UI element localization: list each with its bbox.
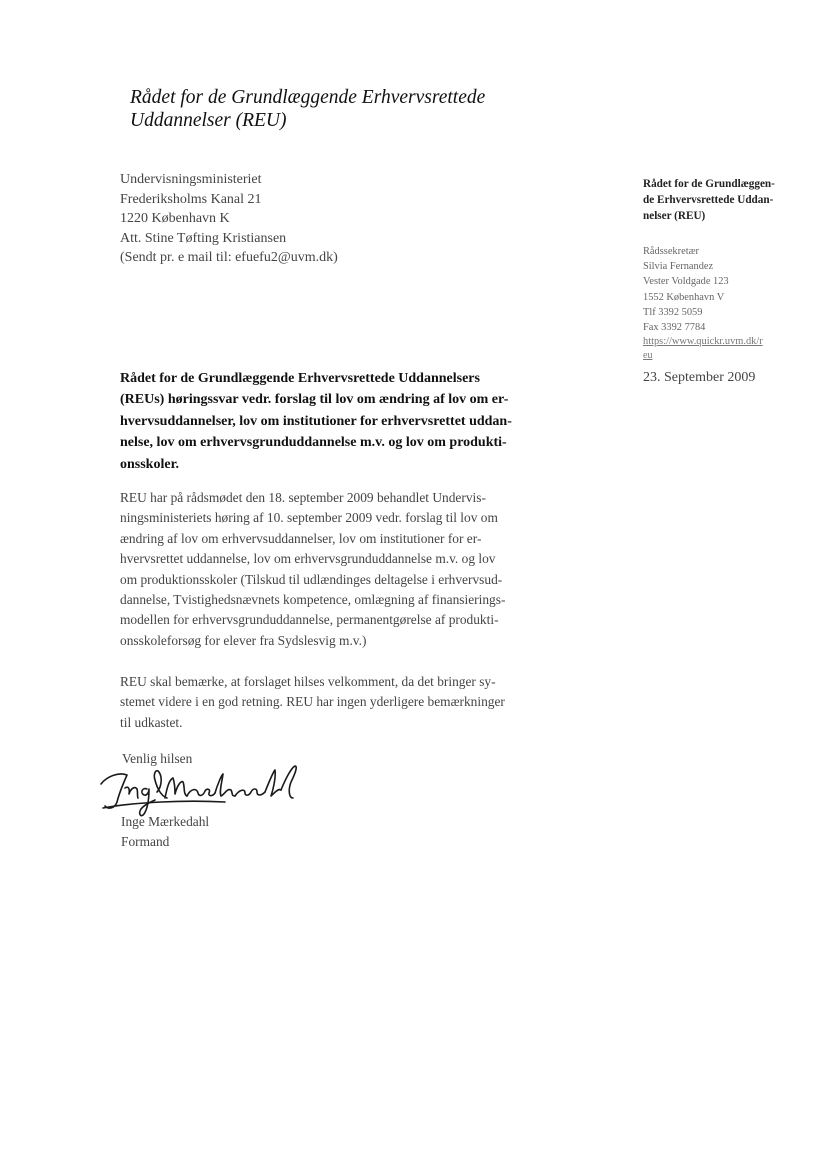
sidebar-org-name xyxy=(643,176,823,224)
recipient-line: Frederiksholms Kanal 21 xyxy=(120,191,262,207)
body-line: ningsministeriets høring af 10. september 2009 vedr. forslag til lov om xyxy=(120,510,498,526)
recipient-address xyxy=(120,170,460,268)
body-line: ændring af lov om erhvervsuddannelser, lov om institutioner for er- xyxy=(120,530,482,546)
letterhead-title-line: Rådet for de Grundlæggende Erhvervsrettede xyxy=(130,87,486,108)
contact-line: Tlf 3392 5059 xyxy=(643,306,703,318)
contact-line: Fax 3392 7784 xyxy=(643,322,706,334)
subject-line: nelse, lov om erhvervsgrunduddannelse m.v. og lov om produkti- xyxy=(120,435,507,451)
sidebar-org-line: Rådet for de Grundlæggen- xyxy=(643,178,775,190)
body-line: modellen for erhvervsgrunduddannelse, permanentgørelse af produkti- xyxy=(120,612,499,628)
letterhead-title xyxy=(130,86,570,132)
subject-line: Rådet for de Grundlæggende Erhvervsrettede Uddannelsers xyxy=(120,371,480,386)
letter-subject xyxy=(120,368,575,475)
recipient-line: Undervisningsministeriet xyxy=(120,172,262,187)
body-line: REU skal bemærke, at forslaget hilses velkomment, da det bringer sy- xyxy=(120,674,496,689)
body-paragraph-2 xyxy=(120,672,575,733)
recipient-line: (Sendt pr. e mail til: efuefu2@uvm.dk) xyxy=(120,250,338,266)
signatory xyxy=(121,812,209,852)
signatory-name: Inge Mærkedahl xyxy=(121,814,210,829)
body-line: til udkastet. xyxy=(120,714,183,730)
letterhead-title-line: Uddannelser (REU) xyxy=(130,110,287,131)
sidebar-org-line: de Erhvervsrettede Uddan- xyxy=(643,194,774,206)
contact-line: Vester Voldgade 123 xyxy=(643,276,729,288)
handwritten-signature xyxy=(95,758,310,820)
closing-salutation: Venlig hilsen xyxy=(122,751,193,766)
body-line: dannelse, Tvistighedsnævnets kompetence, omlægning af finansierings- xyxy=(120,592,506,608)
sender-sidebar xyxy=(643,176,823,386)
recipient-line: Att. Stine Tøfting Kristiansen xyxy=(120,230,287,246)
body-line: onsskoleforsøg for elever fra Sydslesvig m.v.) xyxy=(120,632,367,648)
body-line: stemet videre i en god retning. REU har ingen yderligere bemærkninger xyxy=(120,694,505,710)
sidebar-website-link[interactable]: https://www.quickr.uvm.dk/r xyxy=(643,336,763,348)
subject-line: (REUs) høringssvar vedr. forslag til lov om ændring af lov om er- xyxy=(120,392,509,408)
recipient-line: 1220 København K xyxy=(120,211,230,227)
contact-line: Rådssekretær xyxy=(643,246,699,257)
contact-line: Silvia Fernandez xyxy=(643,261,714,273)
signatory-title: Formand xyxy=(121,834,170,849)
subject-line: hvervsuddannelser, lov om institutioner for erhvervsrettet uddan- xyxy=(120,413,512,429)
sidebar-contact xyxy=(643,244,823,362)
sidebar-website-link-continuation[interactable]: eu xyxy=(643,350,653,362)
subject-line: onsskoler. xyxy=(120,456,180,472)
body-line: REU har på rådsmødet den 18. september 2009 behandlet Undervis- xyxy=(120,490,486,505)
body-line: om produktionsskoler (Tilskud til udlændinges deltagelse i erhvervsud- xyxy=(120,571,503,587)
body-line: hvervsrettet uddannelse, lov om erhvervsgrunduddannelse m.v. og lov xyxy=(120,551,496,567)
letter-date: 23. September 2009 xyxy=(643,370,756,386)
contact-line: 1552 København V xyxy=(643,291,725,303)
body-paragraph-1 xyxy=(120,488,575,651)
sidebar-org-line: nelser (REU) xyxy=(643,210,706,222)
